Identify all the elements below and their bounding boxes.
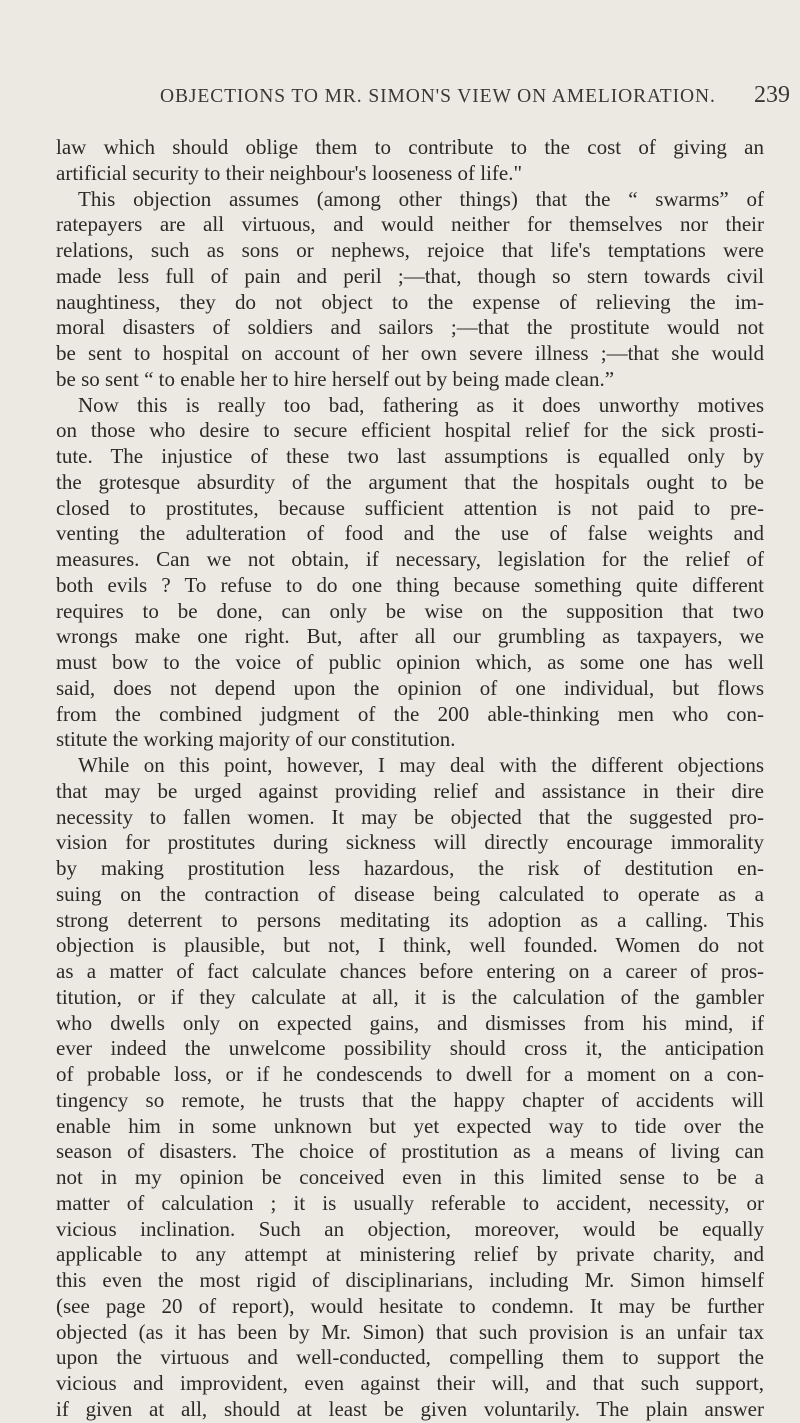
text-line: as a matter of fact calculate chances before entering on a career of pros- <box>56 959 764 983</box>
text-line: ratepayers are all virtuous, and would neither for themselves nor their <box>56 212 764 237</box>
text-line: necessity to fallen women. It may be objected that the suggested pro- <box>56 804 764 829</box>
text-line: from the combined judgment of the 200 able-thinking men who con- <box>56 701 764 726</box>
text-line: vicious and improvident, even against their will, and that such support, <box>56 1371 764 1395</box>
text-line: be sent to hospital on account of her own severe illness ;—that she would <box>56 341 764 365</box>
text-line: titution, or if they calculate at all, it is the calculation of the gambler <box>56 984 764 1009</box>
text-line: suing on the contraction of disease being calculated to operate as a <box>56 881 764 906</box>
text-line: said, does not depend upon the opinion of one individual, but flows <box>56 675 764 700</box>
text-line: law which should oblige them to contribute to the cost of giving an <box>56 135 764 159</box>
text-line: relations, such as sons or nephews, rejoice that life's temptations were <box>56 238 764 262</box>
text-line: who dwells only on expected gains, and dismisses from his mind, if <box>56 1010 764 1035</box>
text-line: enable him in some unknown but yet expected way to tide over the <box>56 1113 764 1138</box>
text-line: stitute the working majority of our constitution. <box>56 727 456 752</box>
text-line: ever indeed the unwelcome possibility should cross it, the anticipation <box>56 1036 764 1061</box>
text-line: This objection assumes (among other things) that the “ swarms” of <box>78 186 764 211</box>
text-line: tute. The injustice of these two last assumptions is equalled only by <box>56 444 764 468</box>
text-line: vicious inclination. Such an objection, moreover, would be equally <box>56 1216 764 1241</box>
page-number: 239 <box>754 82 790 108</box>
text-line: made less full of pain and peril ;—that, though so stern towards civil <box>56 263 764 288</box>
body-text <box>56 135 764 1423</box>
text-line: tingency so remote, he trusts that the happy chapter of accidents will <box>56 1087 764 1112</box>
text-line: both evils ? To refuse to do one thing because something quite different <box>56 572 764 597</box>
text-line: on those who desire to secure efficient hospital relief for the sick prosti- <box>56 418 764 443</box>
text-line: wrongs make one right. But, after all our grumbling as taxpayers, we <box>56 624 764 649</box>
page-header <box>160 82 790 116</box>
running-head: OBJECTIONS TO MR. SIMON'S VIEW ON AMELIORATION. <box>160 86 716 107</box>
text-line: that may be urged against providing relief and assistance in their dire <box>56 778 764 803</box>
text-line: vision for prostitutes during sickness will directly encourage immorality <box>56 830 764 855</box>
text-line: season of disasters. The choice of prostitution as a means of living can <box>56 1139 764 1164</box>
text-line: upon the virtuous and well-conducted, compelling them to support the <box>56 1345 764 1370</box>
text-line: moral disasters of soldiers and sailors ;—that the prostitute would not <box>56 315 764 340</box>
text-line: requires to be done, can only be wise on the supposition that two <box>56 598 764 623</box>
text-line: by making prostitution less hazardous, the risk of destitution en- <box>56 856 764 880</box>
text-line: Now this is really too bad, fathering as it does unworthy motives <box>78 392 764 417</box>
text-line: naughtiness, they do not object to the expense of relieving the im- <box>56 289 764 314</box>
text-line: this even the most rigid of disciplinarians, including Mr. Simon himself <box>56 1268 764 1292</box>
text-line: measures. Can we not obtain, if necessary, legislation for the relief of <box>56 547 764 571</box>
text-line: if given at all, should at least be given voluntarily. The plain answer <box>56 1396 764 1421</box>
text-line: applicable to any attempt at ministering relief by private charity, and <box>56 1242 764 1267</box>
text-line: be so sent “ to enable her to hire herself out by being made clean.” <box>56 366 615 391</box>
text-line: of probable loss, or if he condescends to dwell for a moment on a con- <box>56 1062 764 1086</box>
text-line: closed to prostitutes, because sufficient attention is not paid to pre- <box>56 495 764 520</box>
text-line: the grotesque absurdity of the argument that the hospitals ought to be <box>56 469 764 494</box>
text-line: must bow to the voice of public opinion which, as some one has well <box>56 650 764 674</box>
text-line: not in my opinion be conceived even in this limited sense to be a <box>56 1165 764 1189</box>
text-line: strong deterrent to persons meditating its adoption as a calling. This <box>56 907 764 932</box>
text-line: (see page 20 of report), would hesitate to condemn. It may be further <box>56 1293 764 1318</box>
text-line: While on this point, however, I may deal with the different objections <box>78 753 764 777</box>
text-line: artificial security to their neighbour's looseness of life." <box>56 160 523 185</box>
text-line: venting the adulteration of food and the use of false weights and <box>56 521 764 546</box>
text-line: matter of calculation ; it is usually referable to accident, necessity, or <box>56 1190 764 1215</box>
text-line: objected (as it has been by Mr. Simon) that such provision is an unfair tax <box>56 1319 764 1344</box>
text-line: objection is plausible, but not, I think, well founded. Women do not <box>56 933 764 958</box>
